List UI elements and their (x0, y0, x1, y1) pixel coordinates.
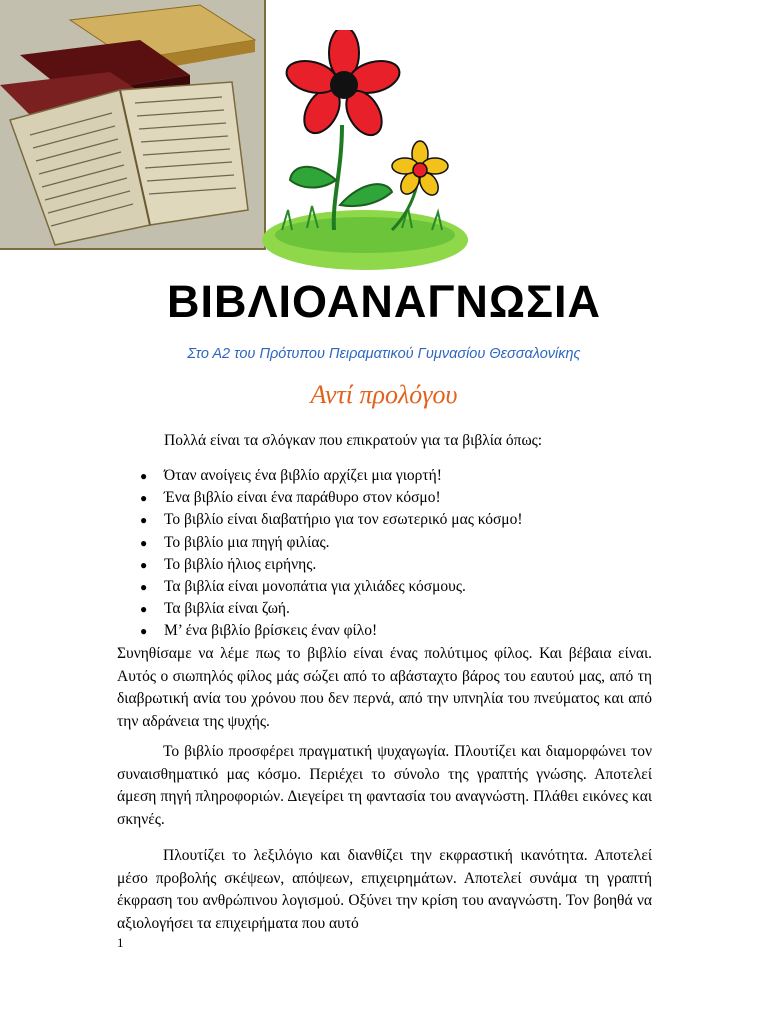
paragraph-2: Το βιβλίο προσφέρει πραγματική ψυχαγωγία. Πλουτίζει και διαμορφώνει τον συναισθηματικό μας κόσμο. Περιέχει το σύνολο της γραπτής γνώσης. Αποτελεί άμεση πηγή πληροφοριών. Διεγείρει τη φαντασία του αναγνώστη. Πλάθει εικόνες και σκηνές. (117, 743, 652, 828)
paragraph-3: Πλουτίζει το λεξιλόγιο και διανθίζει την εκφραστική ικανότητα. Αποτελεί μέσο προβολής σκέψεων, απόψεων, επιχειρημάτων. Αποτελεί συνάμα τη γραπτή έκφραση του ανθρώπινου λογισμού. Οξύνει την κρίση του αναγνώστη. Τον βοηθά να αξιολογήσει τα επιχειρήματα που αυτό (117, 847, 652, 932)
list-item: ● Τα βιβλία είναι μονοπάτια για χιλιάδες κόσμους. (0, 576, 523, 598)
bullet-icon: ● (140, 491, 148, 506)
list-item: ● Όταν ανοίγεις ένα βιβλίο αρχίζει μια γιορτή! (0, 465, 523, 487)
bullet-icon: ● (140, 579, 148, 594)
bullet-icon: ● (140, 557, 148, 572)
list-item: ● Το βιβλίο είναι διαβατήριο για τον εσωτερικό μας κόσμο! (0, 509, 523, 531)
list-item: ● Ένα βιβλίο είναι ένα παράθυρο στον κόσμο! (0, 487, 523, 509)
intro-text: Πολλά είναι τα σλόγκαν που επικρατούν για τα βιβλία όπως: (164, 432, 543, 449)
bullet-icon: ● (140, 535, 148, 550)
list-item: ● Μ’ ένα βιβλίο βρίσκεις έναν φίλο! (0, 620, 523, 642)
flower-clipart (262, 30, 468, 280)
document-subtitle: Στο Α2 του Πρότυπου Πειραματικού Γυμνασίου Θεσσαλονίκης (187, 346, 581, 362)
list-item: ● Το βιβλίο μια πηγή φιλίας. (0, 532, 523, 554)
page-number: 1 (117, 935, 124, 950)
bullet-icon: ● (140, 513, 148, 528)
document-title: ΒΙΒΛΙΟΑΝΑΓΝΩΣΙΑ (167, 276, 601, 327)
list-item: ● Τα βιβλία είναι ζωή. (0, 598, 523, 620)
bullet-icon: ● (140, 624, 148, 639)
paragraph-1: Συνηθίσαμε να λέμε πως το βιβλίο είναι ένας πολύτιμος φίλος. Και βέβαια είναι. Αυτός ο σιωπηλός φίλος μάς σώζει από το αβάσταχτο βάρος του εαυτού μας, από τη διαβρωτική ανία του χρόνου που δεν περνά, από την υπνηλία του πνεύματος και από την αδράνεια της ψυχής. (117, 645, 652, 730)
slogan-list (0, 465, 523, 643)
bullet-icon: ● (140, 469, 148, 483)
list-item: ● Το βιβλίο ήλιος ειρήνης. (0, 554, 523, 576)
bullet-icon: ● (140, 602, 148, 617)
open-books-photo (0, 0, 266, 250)
section-heading: Αντί προλόγου (310, 380, 458, 409)
